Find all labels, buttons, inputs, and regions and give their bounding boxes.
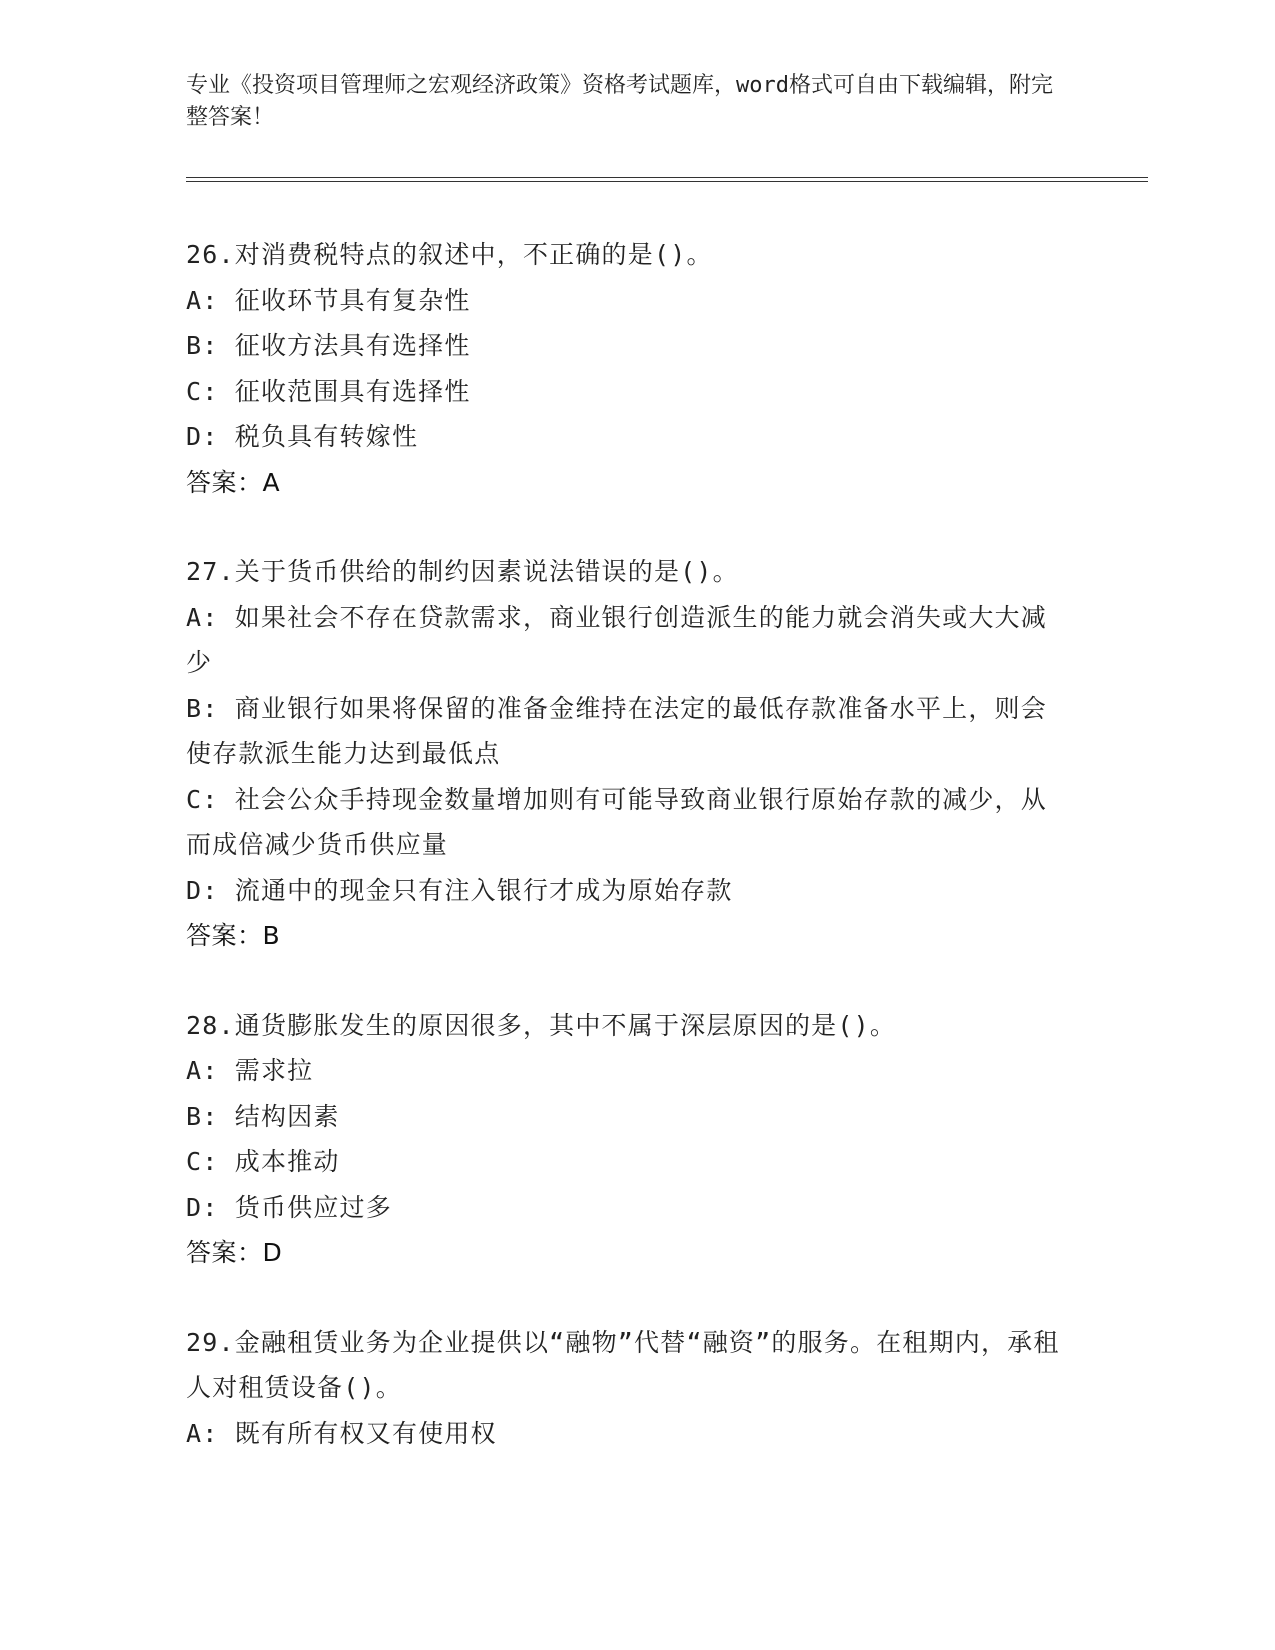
answer: 答案：B (186, 921, 281, 950)
page-header: 专业《投资项目管理师之宏观经济政策》资格考试题库，word格式可自由下载编辑，附完整答案！ (186, 73, 1053, 130)
question-text: 27.关于货币供给的制约因素说法错误的是()。 (186, 557, 739, 586)
question-text: 26.对消费税特点的叙述中，不正确的是()。 (186, 240, 713, 269)
option-a: A: 如果社会不存在贷款需求，商业银行创造派生的能力就会消失或大大减少 (186, 602, 1047, 677)
header-divider-bottom (186, 181, 1148, 182)
answer: 答案：A (186, 467, 281, 497)
header-divider-top (186, 177, 1148, 178)
option-b: B: 商业银行如果将保留的准备金维持在法定的最低存款准备水平上，则会使存款派生能力达到最低点 (186, 693, 1047, 768)
question-28 (186, 1003, 1066, 1276)
option-d: D: 流通中的现金只有注入银行才成为原始存款 (186, 875, 733, 905)
question-26 (186, 232, 1066, 505)
option-b: B: 结构因素 (186, 1101, 340, 1131)
option-d: D: 税负具有转嫁性 (186, 422, 419, 451)
question-text: 29.金融租赁业务为企业提供以“融物”代替“融资”的服务。在租期内，承租人对租赁设备()。 (186, 1327, 1060, 1402)
question-text: 28.通货膨胀发生的原因很多，其中不属于深层原因的是()。 (186, 1010, 897, 1040)
option-c: C: 社会公众手持现金数量增加则有可能导致商业银行原始存款的减少，从而成倍减少货币供应量 (186, 784, 1047, 859)
option-d: D: 货币供应过多 (186, 1192, 392, 1222)
option-a: A: 需求拉 (186, 1056, 314, 1085)
option-b: B: 征收方法具有选择性 (186, 331, 471, 360)
question-list (186, 232, 1066, 1500)
option-c: C: 成本推动 (186, 1147, 340, 1176)
answer: 答案：D (186, 1238, 283, 1267)
option-c: C: 征收范围具有选择性 (186, 376, 471, 406)
option-a: A: 征收环节具有复杂性 (186, 285, 471, 315)
option-a: A: 既有所有权又有使用权 (186, 1418, 497, 1448)
question-29 (186, 1320, 1066, 1457)
question-27 (186, 549, 1066, 959)
